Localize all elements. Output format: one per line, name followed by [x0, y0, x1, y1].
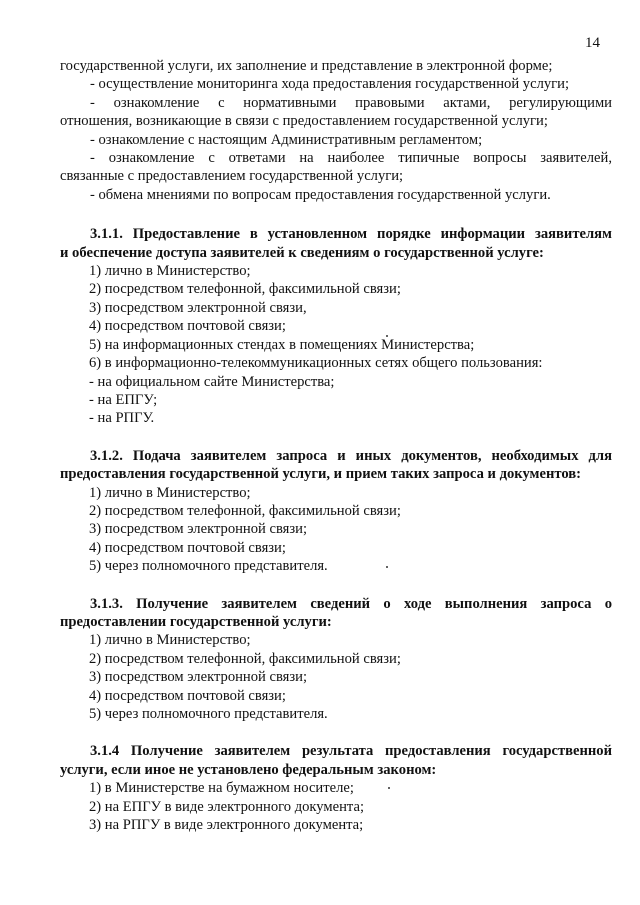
section-3-1-4: [60, 742, 612, 834]
list-item: - на РПГУ.: [89, 410, 155, 427]
list-item: 3) посредством электронной связи;: [89, 669, 308, 686]
section-heading: 3.1.2. Подача заявителем запроса и иных документов, необходимых для: [90, 447, 612, 464]
section-heading: предоставлении государственной услуги:: [60, 613, 332, 630]
list-item: 2) на ЕПГУ в виде электронного документа;: [89, 798, 365, 815]
intro-line: - обмена мнениями по вопросам предоставления государственной услуги.: [90, 186, 551, 203]
scan-speck: [388, 787, 390, 789]
scan-speck: [386, 566, 388, 568]
section-heading: услуги, если иное не установлено федеральным законом:: [60, 761, 437, 778]
section-3-1-3: [60, 595, 612, 724]
list-item: 6) в информационно-телекоммуникационных сетях общего пользования:: [89, 355, 543, 372]
intro-line: государственной услуги, их заполнение и представление в электронной форме;: [60, 58, 553, 74]
list-item: - на ЕПГУ;: [89, 391, 158, 408]
list-item: 1) в Министерстве на бумажном носителе;: [89, 780, 354, 797]
section-3-1-1: [60, 225, 612, 427]
list-item: 1) лично в Министерство;: [89, 632, 251, 649]
list-item: 2) посредством телефонной, факсимильной связи;: [89, 281, 401, 298]
list-item: 4) посредством почтовой связи;: [89, 539, 286, 556]
section-heading: 3.1.3. Получение заявителем сведений о ходе выполнения запроса о: [90, 595, 612, 612]
list-item: 1) лично в Министерство;: [89, 263, 251, 280]
list-item: 2) посредством телефонной, факсимильной связи;: [89, 502, 401, 519]
section-heading: 3.1.4 Получение заявителем результата предоставления государственной: [90, 743, 612, 760]
list-item: 4) посредством почтовой связи;: [89, 318, 286, 335]
intro-line: - ознакомление с ответами на наиболее типичные вопросы заявителей,: [90, 150, 612, 167]
list-item: 1) лично в Министерство;: [89, 484, 251, 501]
list-item: 3) посредством электронной связи,: [89, 299, 307, 316]
list-item: 2) посредством телефонной, факсимильной связи;: [89, 650, 401, 667]
list-item: - на официальном сайте Министерства;: [89, 373, 335, 390]
page-number: 14: [585, 35, 600, 51]
list-item: 3) на РПГУ в виде электронного документа;: [89, 817, 364, 834]
scan-speck: [386, 335, 388, 337]
intro-line: - ознакомление с настоящим Административным регламентом;: [90, 131, 483, 148]
document-body: [60, 57, 612, 834]
list-item: 5) на информационных стендах в помещениях Министерства;: [89, 336, 475, 353]
list-item: 3) посредством электронной связи;: [89, 521, 308, 538]
section-heading: и обеспечение доступа заявителей к сведениям о государственной услуге:: [60, 244, 544, 261]
intro-line: - ознакомление с нормативными правовыми актами, регулирующими: [90, 94, 612, 111]
section-3-1-2: [60, 447, 612, 576]
list-item: 5) через полномочного представителя.: [89, 706, 328, 722]
intro-line: отношения, возникающие в связи с предоставлением государственной услуги;: [60, 113, 548, 130]
list-item: 5) через полномочного представителя.: [89, 558, 328, 575]
intro-line: - осуществление мониторинга хода предоставления государственной услуги;: [90, 76, 570, 93]
intro-line: связанные с предоставлением государственной услуги;: [60, 168, 404, 185]
list-item: 4) посредством почтовой связи;: [89, 687, 286, 704]
section-heading: предоставления государственной услуги, и прием таких запроса и документов:: [60, 466, 582, 483]
section-heading: 3.1.1. Предоставление в установленном порядке информации заявителям: [90, 226, 612, 243]
